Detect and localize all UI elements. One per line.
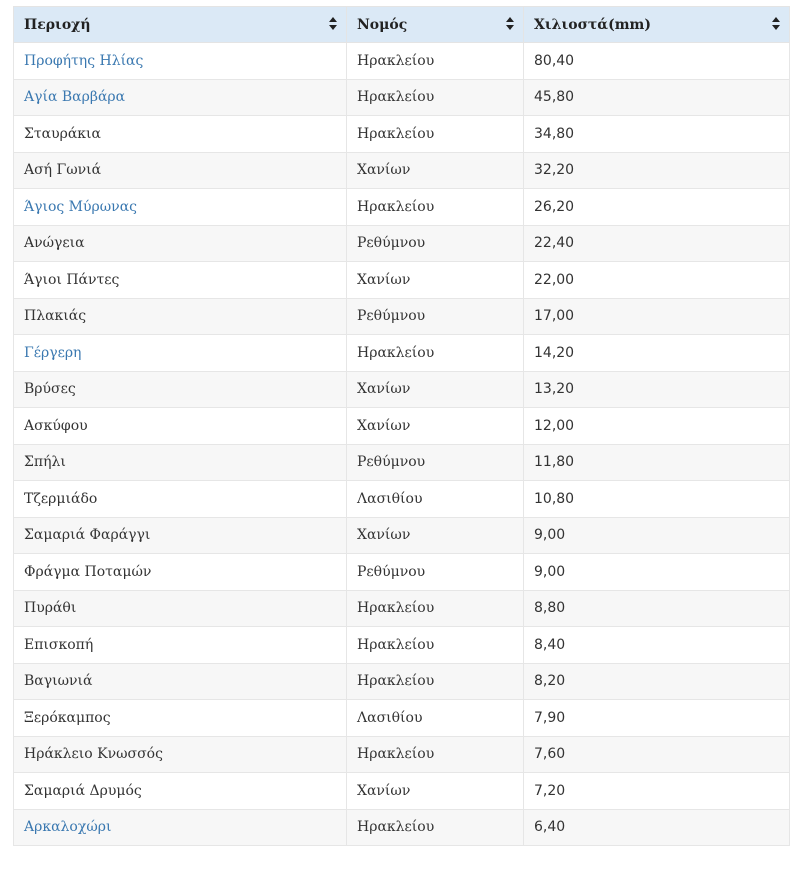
cell-area: [14, 189, 347, 226]
area-text: Ηράκλειο Κνωσσός: [24, 746, 163, 763]
area-text: Βαγιωνιά: [24, 673, 93, 690]
table-row: [14, 262, 790, 299]
cell-mm: 8,80: [524, 590, 790, 627]
cell-mm: 12,00: [524, 408, 790, 445]
table-row: [14, 408, 790, 445]
table-row: [14, 736, 790, 773]
area-text: Σαμαριά Δρυμός: [24, 782, 142, 799]
cell-mm: 22,00: [524, 262, 790, 299]
table-row: [14, 444, 790, 481]
area-text: Σαμαριά Φαράγγι: [24, 527, 151, 544]
table-row: [14, 700, 790, 737]
cell-prefecture: Χανίων: [347, 152, 524, 189]
cell-mm: 22,40: [524, 225, 790, 262]
cell-prefecture: Ηρακλείου: [347, 116, 524, 153]
cell-prefecture: Λασιθίου: [347, 481, 524, 518]
cell-mm: 9,00: [524, 517, 790, 554]
cell-mm: 14,20: [524, 335, 790, 372]
rainfall-table: [13, 6, 790, 846]
cell-mm: 34,80: [524, 116, 790, 153]
cell-area: [14, 298, 347, 335]
cell-prefecture: Χανίων: [347, 371, 524, 408]
cell-area: [14, 481, 347, 518]
cell-prefecture: Ηρακλείου: [347, 43, 524, 80]
cell-prefecture: Ηρακλείου: [347, 627, 524, 664]
area-link[interactable]: Αγία Βαρβάρα: [24, 89, 126, 106]
cell-mm: 8,40: [524, 627, 790, 664]
sort-arrows-icon[interactable]: [772, 17, 780, 31]
cell-prefecture: Ηρακλείου: [347, 663, 524, 700]
cell-area: [14, 371, 347, 408]
table-row: [14, 152, 790, 189]
table-row: [14, 627, 790, 664]
cell-area: [14, 773, 347, 810]
column-header-area[interactable]: [14, 7, 347, 43]
column-header-area-label: Περιοχή: [24, 16, 91, 33]
table-row: [14, 481, 790, 518]
area-text: Ανώγεια: [24, 235, 85, 252]
rainfall-table-container: [13, 6, 789, 846]
table-row: [14, 590, 790, 627]
table-row: [14, 773, 790, 810]
area-text: Φράγμα Ποταμών: [24, 563, 152, 580]
cell-mm: 9,00: [524, 554, 790, 591]
area-text: Τζερμιάδο: [24, 490, 98, 507]
table-row: [14, 335, 790, 372]
area-text: Πυράθι: [24, 600, 77, 617]
cell-prefecture: Ηρακλείου: [347, 79, 524, 116]
area-text: Επισκοπή: [24, 636, 94, 653]
area-link[interactable]: Αρκαλοχώρι: [24, 819, 112, 836]
sort-arrows-icon[interactable]: [329, 17, 337, 31]
cell-area: [14, 663, 347, 700]
cell-area: [14, 700, 347, 737]
sort-arrows-icon[interactable]: [506, 17, 514, 31]
table-header: [14, 7, 790, 43]
cell-prefecture: Χανίων: [347, 517, 524, 554]
cell-area: [14, 517, 347, 554]
area-text: Σταυράκια: [24, 125, 101, 142]
cell-area: [14, 43, 347, 80]
cell-mm: 80,40: [524, 43, 790, 80]
cell-area: [14, 444, 347, 481]
column-header-mm[interactable]: [524, 7, 790, 43]
cell-area: [14, 590, 347, 627]
table-row: [14, 79, 790, 116]
area-text: Ασκύφου: [24, 417, 88, 434]
cell-mm: 8,20: [524, 663, 790, 700]
cell-mm: 17,00: [524, 298, 790, 335]
area-text: Σπήλι: [24, 454, 66, 471]
table-row: [14, 517, 790, 554]
table-row: [14, 116, 790, 153]
cell-mm: 7,60: [524, 736, 790, 773]
cell-mm: 32,20: [524, 152, 790, 189]
cell-mm: 11,80: [524, 444, 790, 481]
area-link[interactable]: Άγιος Μύρωνας: [24, 198, 137, 215]
column-header-prefecture[interactable]: [347, 7, 524, 43]
cell-prefecture: Ρεθύμνου: [347, 554, 524, 591]
cell-mm: 13,20: [524, 371, 790, 408]
table-row: [14, 298, 790, 335]
table-row: [14, 371, 790, 408]
cell-area: [14, 809, 347, 846]
cell-prefecture: Ηρακλείου: [347, 809, 524, 846]
cell-area: [14, 408, 347, 445]
cell-mm: 45,80: [524, 79, 790, 116]
cell-prefecture: Ρεθύμνου: [347, 298, 524, 335]
cell-area: [14, 262, 347, 299]
cell-prefecture: Ηρακλείου: [347, 736, 524, 773]
table-row: [14, 189, 790, 226]
cell-area: [14, 152, 347, 189]
cell-area: [14, 736, 347, 773]
header-row: [14, 7, 790, 43]
cell-prefecture: Χανίων: [347, 773, 524, 810]
area-link[interactable]: Προφήτης Ηλίας: [24, 52, 144, 69]
cell-prefecture: Ηρακλείου: [347, 590, 524, 627]
cell-area: [14, 335, 347, 372]
cell-mm: 6,40: [524, 809, 790, 846]
cell-area: [14, 116, 347, 153]
cell-prefecture: Χανίων: [347, 262, 524, 299]
cell-area: [14, 225, 347, 262]
area-text: Πλακιάς: [24, 308, 87, 325]
area-link[interactable]: Γέργερη: [24, 344, 82, 361]
area-text: Ξερόκαμπος: [24, 709, 111, 726]
cell-prefecture: Λασιθίου: [347, 700, 524, 737]
cell-mm: 10,80: [524, 481, 790, 518]
cell-prefecture: Ηρακλείου: [347, 335, 524, 372]
cell-mm: 7,20: [524, 773, 790, 810]
cell-prefecture: Ρεθύμνου: [347, 444, 524, 481]
column-header-mm-label: Χιλιοστά(mm): [534, 16, 651, 33]
cell-prefecture: Ηρακλείου: [347, 189, 524, 226]
area-text: Ασή Γωνιά: [24, 162, 102, 179]
table-row: [14, 663, 790, 700]
area-text: Βρύσες: [24, 381, 76, 398]
cell-prefecture: Χανίων: [347, 408, 524, 445]
cell-mm: 7,90: [524, 700, 790, 737]
area-text: Άγιοι Πάντες: [24, 271, 120, 288]
cell-area: [14, 554, 347, 591]
cell-area: [14, 627, 347, 664]
table-body: [14, 43, 790, 846]
table-row: [14, 809, 790, 846]
cell-prefecture: Ρεθύμνου: [347, 225, 524, 262]
table-row: [14, 225, 790, 262]
cell-mm: 26,20: [524, 189, 790, 226]
column-header-prefecture-label: Νομός: [357, 16, 408, 33]
table-row: [14, 554, 790, 591]
table-row: [14, 43, 790, 80]
cell-area: [14, 79, 347, 116]
